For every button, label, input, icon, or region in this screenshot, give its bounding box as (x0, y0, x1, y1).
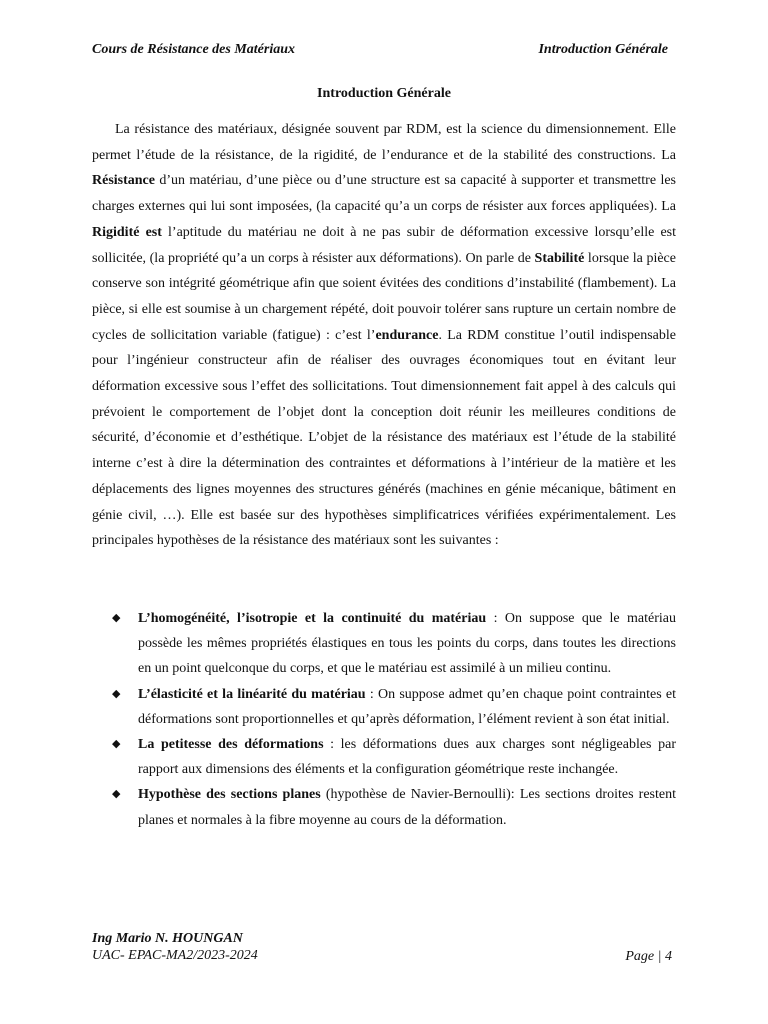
paragraph-text: . La RDM constitue l’outil indispensable pour l’ingénieur constructeur afin de réaliser des ouvrages économiques tout en évitant leur déformation excessive sous l’effet des sollicitations. Tout dimensionnement fait appel à des calculs qui prévoient le comportement de l’objet dont la conception doit réunir les meilleures conditions de sécurité, d’économie et d’esthétique. L’objet de la résistance des matériaux est l’étude de la stabilité interne c’est à dire la détermination des contraintes et déformations à l’intérieur de la matière et les déplacements des lignes moyennes des structures générés (machines en génie mécanique, bâtiment en génie civil, …). Elle est basée sur des hypothèses simplificatrices vérifiées expérimentalement. Les principales hypothèses de la résistance des matériaux sont les suivantes : (92, 327, 676, 549)
section-title: Introduction Générale (317, 86, 451, 101)
hypothesis-title: L’homogénéité, l’isotropie et la continuité du matériau (138, 611, 487, 626)
paragraph-text: La résistance des matériaux, désignée souvent par RDM, est la science du dimensionnement. Elle permet l’étude de la résistance, de la rigidité, de l’endurance et de la stabilité des constructions. La (92, 122, 676, 163)
page-separator: | (654, 949, 665, 964)
list-item (112, 606, 676, 682)
intro-paragraph (92, 117, 676, 554)
page-number-value: 4 (665, 949, 672, 964)
hypothesis-title: La petitesse des déformations (138, 737, 324, 753)
hypothesis-text: : On suppose que le matériau possède les mêmes propriétés élastiques en tous les points du corps, dans toutes les directions en un point quelconque du corps, et que le matériau est assimilé à un milieu continu. (138, 611, 677, 677)
hypothesis-text: (hypothèse de Navier-Bernoulli): Les sections droites restent planes et normales à la fibre moyenne au cours de la déformation. (138, 787, 677, 828)
paragraph-text: d’un matériau, d’une pièce ou d’une structure est sa capacité à supporter et transmettre les charges externes qui lui sont imposées, (la capacité qu’a un corps de résister aux forces appliquées). La (92, 173, 676, 215)
list-item (112, 732, 676, 782)
term-rigidite: Rigidité est (92, 224, 162, 240)
page-label: Page (625, 949, 655, 964)
header-course-title: Cours de Résistance des Matériaux (92, 42, 296, 57)
hypotheses-list (112, 606, 676, 833)
list-item (112, 782, 676, 832)
diamond-bullet-icon: ◆ (112, 687, 121, 700)
hypothesis-text: : On suppose admet qu’en chaque point contraintes et déformations sont proportionnelles et qu’après déformation, l’élément revient à son état initial. (138, 686, 677, 727)
footer-reference: UAC- EPAC-MA2/2023-2024 (92, 948, 258, 963)
term-stabilite: Stabilité (534, 250, 585, 266)
diamond-bullet-icon: ◆ (112, 788, 121, 801)
hypothesis-text: : les déformations dues aux charges sont négligeables par rapport aux dimensions des éléments et la configuration géométrique reste inchangée. (138, 737, 676, 778)
paragraph-text: lorsque la pièce conserve son intégrité géométrique afin que soient évitées des conditions d’instabilité (flambement). La pièce, si elle est soumise à un chargement répété, doit pouvoir tolérer sans rupture un certain nombre de cycles de sollicitation variable (fatigue) : c’est l’ (92, 250, 676, 343)
paragraph-text: l’aptitude du matériau ne doit à ne pas subir de déformation excessive lorsqu’elle est sollicitée, (la propriété qu’a un corps à résister aux déformations). On parle de (92, 224, 676, 266)
page-header (92, 42, 668, 62)
list-item (112, 682, 676, 732)
page-number (625, 949, 672, 965)
term-resistance: Résistance (92, 173, 155, 189)
hypothesis-title: Hypothèse des sections planes (138, 787, 321, 803)
footer-author: Ing Mario N. HOUNGAN (92, 931, 243, 946)
header-chapter-title: Introduction Générale (538, 42, 668, 57)
page-footer (92, 931, 672, 964)
diamond-bullet-icon: ◆ (112, 738, 121, 751)
diamond-bullet-icon: ◆ (112, 612, 121, 624)
hypothesis-title: L’élasticité et la linéarité du matériau (138, 686, 366, 702)
term-endurance: endurance (375, 327, 439, 343)
